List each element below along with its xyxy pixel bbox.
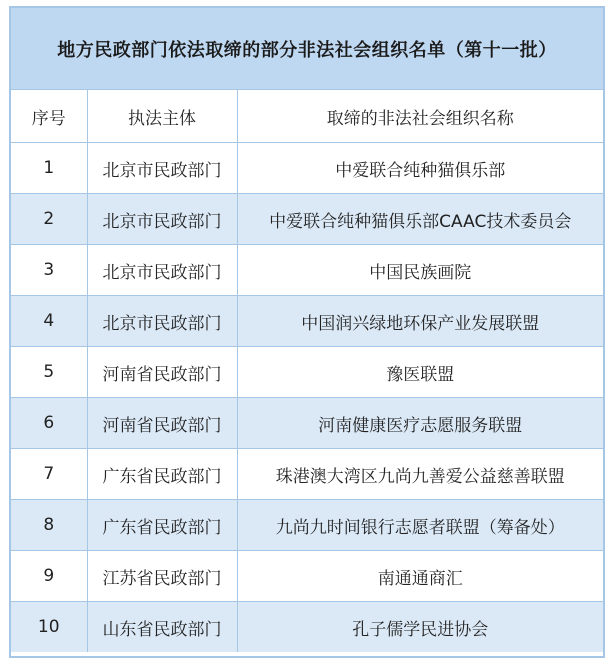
- row-number: 5: [11, 347, 87, 398]
- table-row: [11, 194, 603, 245]
- table-row: [11, 347, 603, 398]
- table-row: [11, 449, 603, 500]
- row-agency: 北京市民政部门: [87, 194, 237, 245]
- row-number: 10: [11, 602, 87, 653]
- row-agency: 河南省民政部门: [87, 398, 237, 449]
- row-number: 9: [11, 551, 87, 602]
- table-row: [11, 398, 603, 449]
- row-organization: 河南健康医疗志愿服务联盟: [237, 398, 603, 449]
- row-organization: 中国润兴绿地环保产业发展联盟: [237, 296, 603, 347]
- row-organization: 中国民族画院: [237, 245, 603, 296]
- banned-organizations-table-card: [9, 6, 605, 658]
- table-row: [11, 602, 603, 653]
- row-agency: 北京市民政部门: [87, 296, 237, 347]
- table-row: [11, 296, 603, 347]
- table-row: [11, 245, 603, 296]
- organizations-table: [11, 90, 603, 652]
- table-title: 地方民政部门依法取缔的部分非法社会组织名单（第十一批）: [57, 39, 557, 61]
- row-organization: 九尚九时间银行志愿者联盟（筹备处）: [237, 500, 603, 551]
- title-bar: [11, 8, 603, 90]
- row-number: 4: [11, 296, 87, 347]
- table-row: [11, 551, 603, 602]
- row-number: 6: [11, 398, 87, 449]
- row-organization: 珠港澳大湾区九尚九善爱公益慈善联盟: [237, 449, 603, 500]
- row-organization: 中爱联合纯种猫俱乐部CAAC技术委员会: [237, 194, 603, 245]
- row-number: 2: [11, 194, 87, 245]
- row-agency: 北京市民政部门: [87, 245, 237, 296]
- row-number: 3: [11, 245, 87, 296]
- row-agency: 北京市民政部门: [87, 143, 237, 194]
- row-agency: 山东省民政部门: [87, 602, 237, 653]
- row-agency: 广东省民政部门: [87, 500, 237, 551]
- row-organization: 南通通商汇: [237, 551, 603, 602]
- table-row: [11, 143, 603, 194]
- row-agency: 江苏省民政部门: [87, 551, 237, 602]
- column-header-agency: 执法主体: [87, 90, 237, 143]
- row-organization: 孔子儒学民进协会: [237, 602, 603, 653]
- row-number: 1: [11, 143, 87, 194]
- row-number: 8: [11, 500, 87, 551]
- column-header-organization: 取缔的非法社会组织名称: [237, 90, 603, 143]
- row-agency: 广东省民政部门: [87, 449, 237, 500]
- row-agency: 河南省民政部门: [87, 347, 237, 398]
- column-header-number: 序号: [11, 90, 87, 143]
- row-organization: 中爱联合纯种猫俱乐部: [237, 143, 603, 194]
- row-number: 7: [11, 449, 87, 500]
- table-header-row: [11, 90, 603, 143]
- table-row: [11, 500, 603, 551]
- row-organization: 豫医联盟: [237, 347, 603, 398]
